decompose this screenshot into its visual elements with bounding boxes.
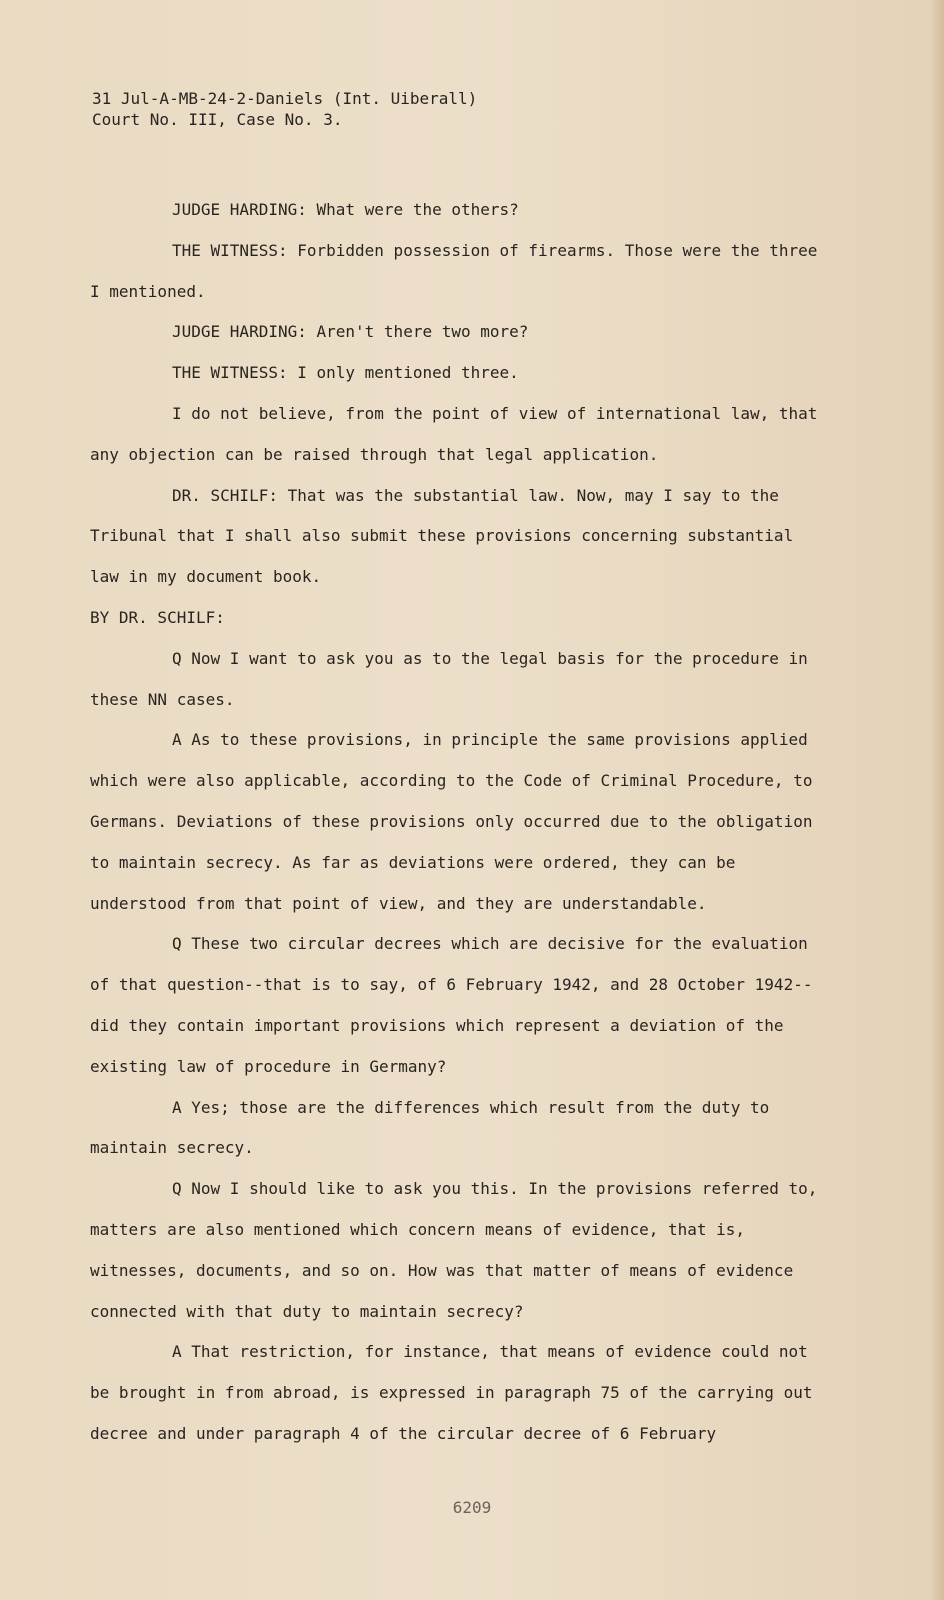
paragraph-witness-answer-1: THE WITNESS: Forbidden possession of firearms. Those were the three I mentioned. [90,240,818,301]
paragraph-witness-answer-2: THE WITNESS: I only mentioned three. [172,363,519,383]
paragraph-judge-question-2: JUDGE HARDING: Aren't there two more? [172,322,529,342]
header-line-2: Court No. III, Case No. 3. [92,110,343,129]
paragraph-question-2: Q These two circular decrees which are decisive for the evaluation of that question--that is to say, of 6 February 1942, and 28 October 1942--did they contain important provisions which represent a deviation of the existing law of procedure in Germany? [90,934,813,1076]
paragraph-question-3: Q Now I should like to ask you this. In the provisions referred to, matters are also mentioned which concern means of evidence, that is, witnesses, documents, and so on. How was that matter of means of evidence connected with that duty to maintain secrecy? [90,1179,818,1321]
header-line-1: 31 Jul-A-MB-24-2-Daniels (Int. Uiberall) [92,89,478,108]
paragraph-answer-2: A Yes; those are the differences which result from the duty to maintain secrecy. [90,1097,770,1158]
page-number: 6209 [452,1498,492,1517]
paragraph-answer-1: A As to these provisions, in principle the same provisions applied which were also applicable, according to the Code of Criminal Procedure, to Germans. Deviations of these provisions only occurred due to the obligation to maintain secrecy. As far as deviations were ordered, they can be understood from that point of view, and they are understandable. [90,730,813,913]
document-header [92,88,477,130]
paragraph-judge-question-1: JUDGE HARDING: What were the others? [172,200,519,219]
examination-heading: BY DR. SCHILF: [90,607,225,627]
paragraph-witness-statement: I do not believe, from the point of view of international law, that any objection can be raised through that legal application. [90,403,818,464]
paragraph-question-1: Q Now I want to ask you as to the legal basis for the procedure in these NN cases. [90,648,808,709]
paragraph-counsel-statement: DR. SCHILF: That was the substantial law. Now, may I say to the Tribunal that I shall also submit these provisions concerning substantial law in my document book. [90,485,794,587]
paragraph-answer-3: A That restriction, for instance, that means of evidence could not be brought in from abroad, is expressed in paragraph 75 of the carrying out decree and under paragraph 4 of the circular decree of 6 February [90,1342,813,1443]
transcript-body [90,190,830,1455]
